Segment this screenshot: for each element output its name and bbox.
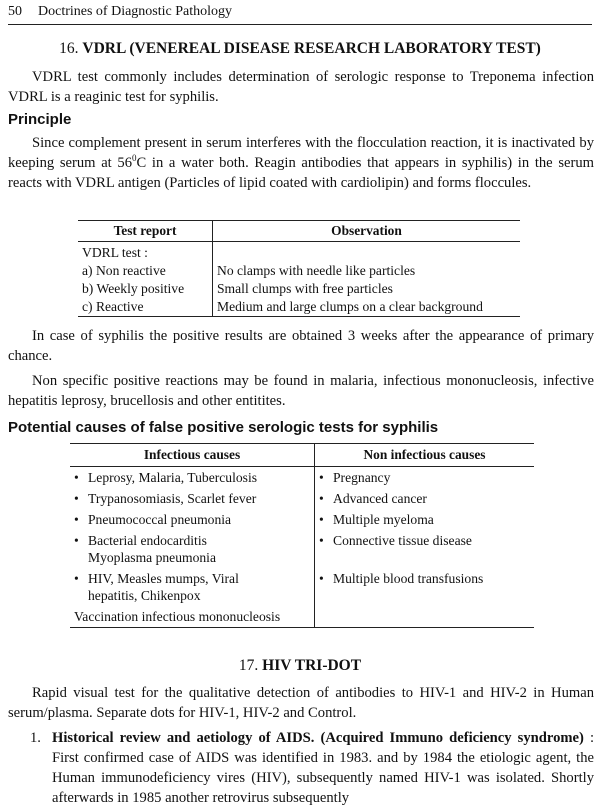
table-cell xyxy=(315,568,535,606)
table-row xyxy=(70,530,534,568)
cell-text: Pneumococcal pneumonia xyxy=(88,512,232,527)
bullet: • xyxy=(319,533,324,548)
running-header xyxy=(8,2,592,25)
table-cell: Small clumps with free particles xyxy=(217,281,393,296)
list-item-text: : First confirmed case of AIDS was identified in 1983. and by 1984 the etiologic agent, the Human immunodeficiency vires (HIV), subsequently named HIV-1 was isolated. Shortly afterwards in 1985 another retrovirus subsequently xyxy=(52,730,594,806)
table-cell xyxy=(70,530,315,568)
page-number: 50 xyxy=(8,4,22,19)
table-row xyxy=(70,509,534,530)
table-row xyxy=(70,568,534,606)
cell-text: HIV, Measles mumps, Viral xyxy=(88,571,239,586)
cell-text: Connective tissue disease xyxy=(333,533,472,548)
cell-text: Bacterial endocarditis xyxy=(88,533,207,548)
table-cell: c) Reactive xyxy=(78,298,213,317)
cell-text: Leprosy, Malaria, Tuberculosis xyxy=(88,470,258,485)
table-cell xyxy=(70,467,315,489)
section-17-title: HIV TRI-DOT xyxy=(262,657,362,674)
column-header-non-infectious: Non infectious causes xyxy=(315,444,535,467)
cell-text: Multiple myeloma xyxy=(333,512,434,527)
list-item-body xyxy=(52,728,594,808)
table-row xyxy=(70,467,534,489)
section-17-heading xyxy=(0,657,600,675)
table-row xyxy=(78,242,520,263)
table-cell xyxy=(213,242,521,263)
table-row xyxy=(78,298,520,317)
cell-text: Trypanosomiasis, Scarlet fever xyxy=(88,491,257,506)
bullet: • xyxy=(74,512,79,527)
column-header-infectious: Infectious causes xyxy=(70,444,315,467)
table-row xyxy=(70,488,534,509)
column-header-test-report: Test report xyxy=(78,221,213,242)
cell-text: Pregnancy xyxy=(333,470,391,485)
cell-text-continued: hepatitis, Chikenpox xyxy=(88,588,201,603)
table-cell xyxy=(70,488,315,509)
section-17-number: 17. xyxy=(238,657,259,674)
bullet: • xyxy=(74,491,79,506)
list-item-number: 1. xyxy=(30,730,41,746)
table-cell: b) Weekly positive xyxy=(78,280,213,298)
principle-text-end: C in a water both. Reagin antibodies that appears in syphilis) in the serum reacts with VDRL antigen (Particles of lipid coated with cardiolipin) and forms floccules. xyxy=(8,155,594,191)
principle-text-start: Since complement present in serum interferes with the flocculation reaction, it is inactivated by keeping serum at 56 xyxy=(8,135,594,171)
table-cell: No clamps with needle like particles xyxy=(217,263,416,278)
table-cell xyxy=(315,488,535,509)
bullet: • xyxy=(74,571,79,586)
degree-superscript: 0 xyxy=(132,153,137,164)
book-title: Doctrines of Diagnostic Pathology xyxy=(38,4,233,19)
table-row xyxy=(78,262,520,280)
hiv-intro: Rapid visual test for the qualitative detection of antibodies to HIV-1 and HIV-2 in Human serum/plasma. Separate dots for HIV-1, HIV-2 and Control. xyxy=(8,685,594,721)
vdrl-result-table xyxy=(78,220,520,317)
syphilis-timing-paragraph: In case of syphilis the positive results are obtained 3 weeks after the appearance of primary chance. xyxy=(8,328,594,364)
section-16-title: VDRL (VENEREAL DISEASE RESEARCH LABORATORY TEST) xyxy=(82,40,541,57)
principle-heading: Principle xyxy=(8,111,72,128)
table-cell xyxy=(70,568,315,606)
cell-text: Multiple blood transfusions xyxy=(333,571,484,586)
section-16-heading xyxy=(0,40,600,58)
bullet: • xyxy=(74,470,79,485)
bullet: • xyxy=(319,512,324,527)
non-specific-paragraph: Non specific positive reactions may be found in malaria, infectious mononucleosis, infective hepatitis leprosy, brucellosis and other entitites. xyxy=(8,373,594,409)
table-cell xyxy=(70,509,315,530)
table-cell xyxy=(315,606,535,628)
table-cell: a) Non reactive xyxy=(78,262,213,280)
vdrl-intro: VDRL test commonly includes determination of serologic response to Treponema infection VDRL is a reaginic test for syphilis. xyxy=(8,69,594,105)
bullet: • xyxy=(74,533,79,548)
column-header-observation: Observation xyxy=(213,221,521,242)
cell-text: Advanced cancer xyxy=(333,491,427,506)
table-cell xyxy=(315,530,535,568)
false-positive-causes-table xyxy=(70,443,534,628)
bullet: • xyxy=(319,470,324,485)
table-cell: VDRL test : xyxy=(78,242,213,263)
section-16-number: 16. xyxy=(59,40,79,57)
bullet: • xyxy=(319,571,324,586)
table-row xyxy=(70,606,534,628)
bullet: • xyxy=(319,491,324,506)
principle-paragraph xyxy=(8,133,594,193)
list-item xyxy=(8,728,594,808)
table-row xyxy=(78,280,520,298)
table-cell: Medium and large clumps on a clear background xyxy=(213,298,521,317)
table-cell xyxy=(315,509,535,530)
table-cell: Vaccination infectious mononucleosis xyxy=(70,606,315,628)
false-positive-heading: Potential causes of false positive serologic tests for syphilis xyxy=(8,419,439,436)
cell-text-continued: Myoplasma pneumonia xyxy=(88,550,216,565)
list-item-bold-lead: Historical review and aetiology of AIDS. (Acquired Immuno deficiency syndrome) xyxy=(52,730,584,746)
table-cell xyxy=(315,467,535,489)
